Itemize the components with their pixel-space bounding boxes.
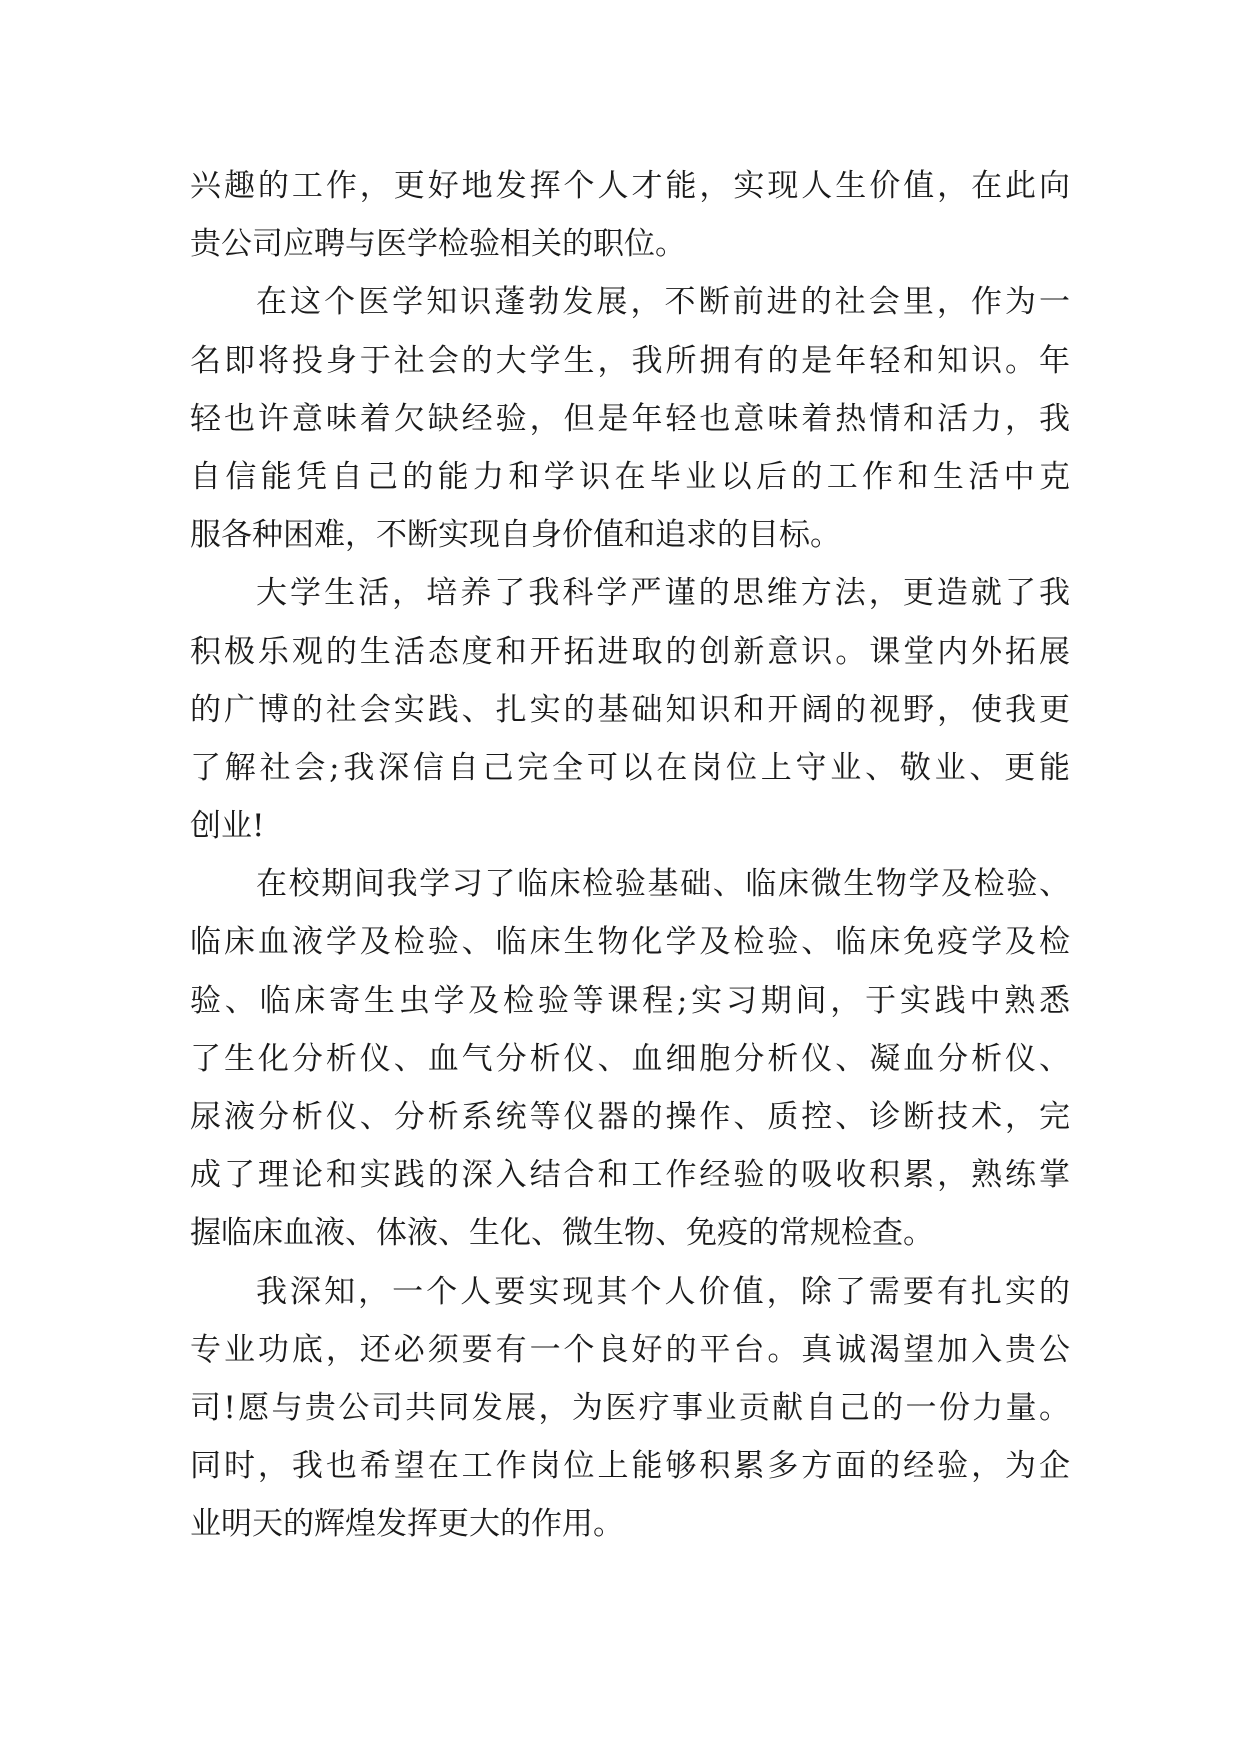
text-line: 同时，我也希望在工作岗位上能够积累多方面的经验，为企 bbox=[190, 1448, 1070, 1485]
text-line: 临床血液学及检验、临床生物化学及检验、临床免疫学及检 bbox=[190, 924, 1070, 961]
text-line: 业明天的辉煌发挥更大的作用。 bbox=[190, 1506, 624, 1543]
text-line: 了生化分析仪、血气分析仪、血细胞分析仪、凝血分析仪、 bbox=[190, 1040, 1070, 1077]
text-line: 我深知，一个人要实现其个人价值，除了需要有扎实的 bbox=[256, 1273, 1070, 1310]
text-line: 成了理论和实践的深入结合和工作经验的吸收积累，熟练掌 bbox=[190, 1157, 1070, 1194]
text-line: 的广博的社会实践、扎实的基础知识和开阔的视野，使我更 bbox=[190, 691, 1070, 728]
text-line: 在校期间我学习了临床检验基础、临床微生物学及检验、 bbox=[256, 866, 1070, 903]
text-line: 名即将投身于社会的大学生，我所拥有的是年轻和知识。年 bbox=[190, 342, 1070, 379]
text-line: 专业功底，还必须要有一个良好的平台。真诚渴望加入贵公 bbox=[190, 1331, 1070, 1368]
text-line: 积极乐观的生活态度和开拓进取的创新意识。课堂内外拓展 bbox=[190, 633, 1070, 670]
text-line: 握临床血液、体液、生化、微生物、免疫的常规检查。 bbox=[190, 1215, 934, 1252]
text-line: 兴趣的工作，更好地发挥个人才能，实现人生价值，在此向 bbox=[190, 168, 1070, 204]
text-line: 了解社会;我深信自己完全可以在岗位上守业、敬业、更能 bbox=[190, 749, 1070, 786]
body-text bbox=[190, 157, 1070, 1554]
text-line: 大学生活，培养了我科学严谨的思维方法，更造就了我 bbox=[256, 575, 1070, 612]
text-line: 验、临床寄生虫学及检验等课程;实习期间，于实践中熟悉 bbox=[190, 982, 1070, 1019]
text-line: 贵公司应聘与医学检验相关的职位。 bbox=[190, 226, 686, 263]
text-line: 创业! bbox=[190, 808, 265, 845]
text-line: 轻也许意味着欠缺经验，但是年轻也意味着热情和活力，我 bbox=[190, 400, 1070, 437]
text-line: 服各种困难，不断实现自身价值和追求的目标。 bbox=[190, 517, 841, 554]
text-line: 自信能凭自己的能力和学识在毕业以后的工作和生活中克 bbox=[190, 458, 1070, 495]
text-line: 在这个医学知识蓬勃发展，不断前进的社会里，作为一 bbox=[256, 284, 1070, 321]
text-line: 尿液分析仪、分析系统等仪器的操作、质控、诊断技术，完 bbox=[190, 1099, 1070, 1135]
text-line: 司!愿与贵公司共同发展，为医疗事业贡献自己的一份力量。 bbox=[190, 1389, 1070, 1426]
